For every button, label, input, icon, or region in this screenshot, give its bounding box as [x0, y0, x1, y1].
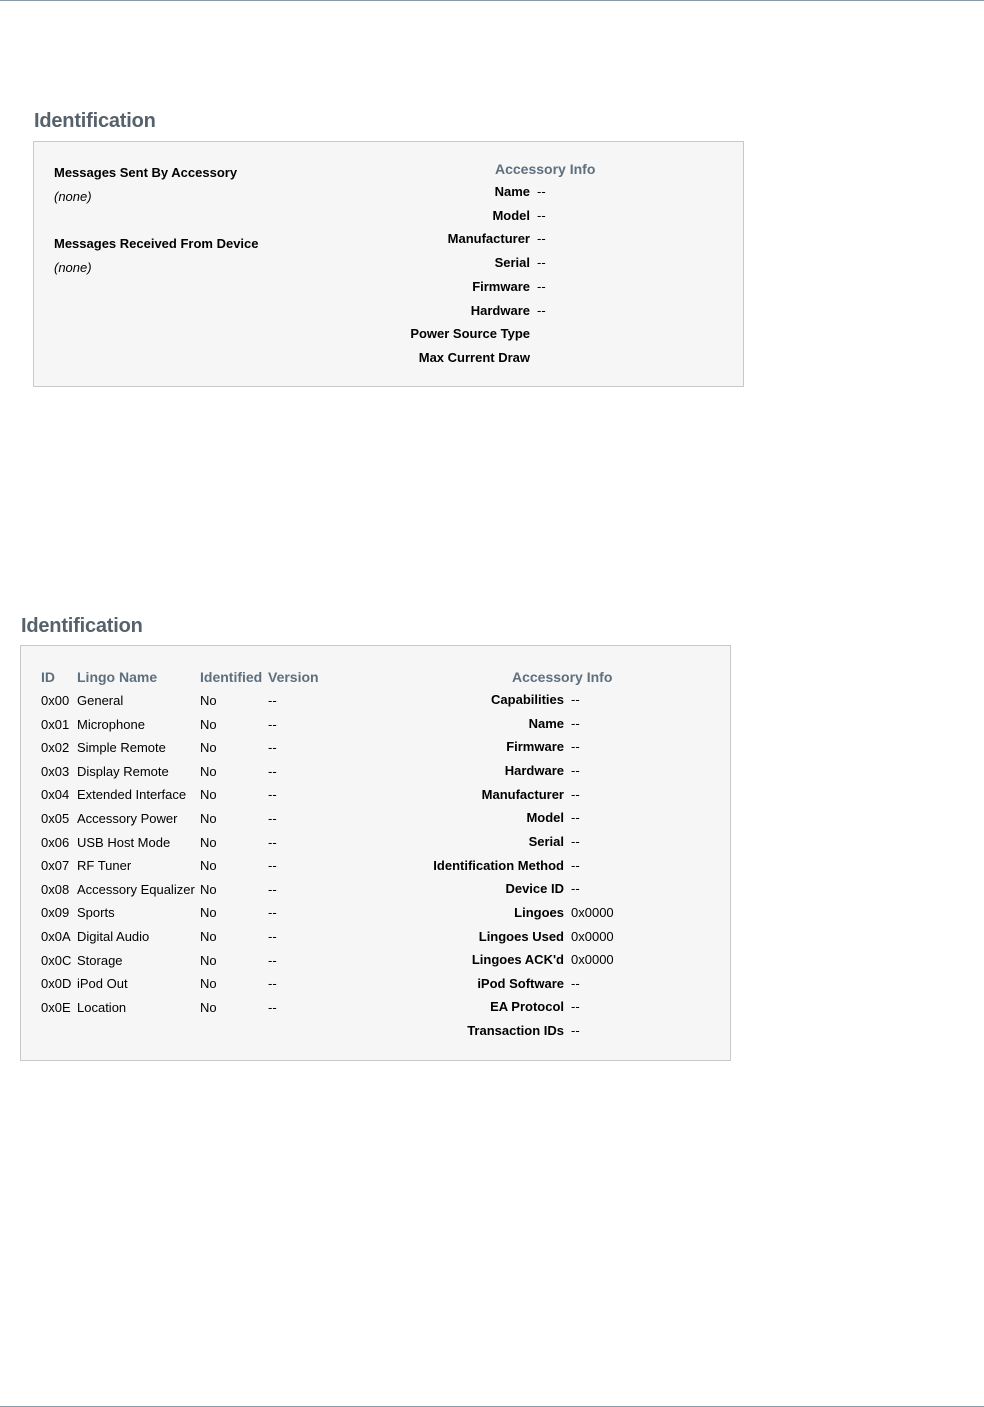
info-label: Power Source Type: [410, 326, 530, 342]
lingo-version: --: [268, 716, 277, 732]
info-label: Firmware: [472, 278, 530, 294]
column-header-version: Version: [268, 669, 319, 685]
column-header-identified: Identified: [200, 669, 263, 685]
messages-received-value: (none): [54, 260, 92, 275]
column-header-id: ID: [41, 669, 55, 685]
info-value: --: [537, 231, 546, 247]
lingo-name: General: [77, 693, 124, 708]
lingo-name: Sports: [77, 905, 115, 921]
info-value: --: [571, 762, 580, 778]
lingo-name: Microphone: [77, 716, 145, 732]
lingo-name: USB Host Mode: [77, 834, 171, 850]
column-header-lingo-name: Lingo Name: [77, 669, 158, 685]
identification-panel: [33, 141, 744, 387]
messages-received-label: Messages Received From Device: [54, 236, 259, 251]
lingo-name: iPod Out: [77, 976, 128, 992]
lingo-version: --: [268, 763, 277, 779]
info-label: Firmware: [506, 739, 564, 755]
info-label: Serial: [528, 833, 564, 849]
info-label: Hardware: [470, 302, 530, 318]
lingo-version: --: [268, 858, 277, 874]
lingo-panel: [20, 645, 731, 1061]
lingo-identified: No: [200, 905, 217, 921]
info-label: Capabilities: [491, 692, 564, 707]
info-label: Hardware: [504, 762, 564, 778]
lingo-identified: No: [200, 929, 217, 944]
info-value: 0x0000: [571, 928, 614, 944]
info-value: --: [571, 715, 580, 731]
lingo-id: 0x0C: [41, 952, 72, 968]
lingo-version: --: [268, 905, 277, 921]
lingo-name: Location: [77, 999, 127, 1015]
lingo-id: 0x0E: [41, 999, 71, 1015]
info-label: Device ID: [505, 881, 564, 897]
lingo-version: --: [268, 811, 277, 826]
messages-sent-value: (none): [54, 189, 92, 204]
lingo-name: RF Tuner: [77, 858, 132, 874]
lingo-id: 0x07: [41, 858, 70, 874]
info-value: --: [571, 999, 580, 1015]
lingo-identified: No: [200, 740, 217, 756]
info-label: Manufacturer: [481, 786, 564, 802]
lingo-id: 0x03: [41, 763, 70, 779]
lingo-identified: No: [200, 881, 217, 897]
info-value: 0x0000: [571, 904, 614, 920]
info-value: --: [571, 833, 580, 849]
lingo-name: Extended Interface: [77, 787, 187, 803]
info-label: Identification Method: [433, 857, 564, 873]
lingo-id: 0x0A: [41, 929, 71, 944]
info-label: Lingoes: [514, 904, 564, 920]
info-value: --: [571, 739, 580, 755]
lingo-identified: No: [200, 999, 217, 1015]
info-value: --: [537, 184, 546, 199]
lingo-version: --: [268, 834, 277, 850]
info-value: 0x0000: [571, 952, 614, 968]
lingo-id: 0x02: [41, 740, 70, 756]
info-label: iPod Software: [477, 975, 564, 991]
info-value: --: [571, 786, 580, 802]
lingo-id: 0x00: [41, 693, 70, 708]
lingo-version: --: [268, 929, 277, 944]
accessory-info-heading: Accessory Info: [495, 161, 596, 177]
info-value: --: [537, 255, 546, 271]
info-value: --: [537, 302, 546, 318]
info-value: --: [571, 692, 580, 707]
lingo-name: Display Remote: [77, 763, 169, 779]
lingo-id: 0x08: [41, 881, 70, 897]
info-value: --: [571, 810, 580, 826]
info-value: --: [571, 975, 580, 991]
info-value: --: [571, 1023, 580, 1039]
lingo-identified: No: [200, 858, 217, 874]
lingo-identified: No: [200, 787, 217, 803]
lingo-version: --: [268, 787, 277, 803]
info-label: Model: [492, 207, 530, 223]
info-label: Lingoes Used: [478, 928, 564, 944]
lingo-id: 0x01: [41, 716, 70, 732]
info-value: --: [537, 278, 546, 294]
lingo-name: Storage: [77, 952, 123, 968]
lingo-version: --: [268, 976, 277, 992]
info-label: Name: [528, 715, 564, 731]
info-label: Name: [494, 184, 530, 199]
lingo-identified: No: [200, 811, 217, 826]
lingo-identified: No: [200, 716, 217, 732]
lingo-version: --: [268, 881, 277, 897]
lingo-identified: No: [200, 763, 217, 779]
lingo-name: Accessory Equalizer: [77, 881, 195, 897]
section-title: Identification: [21, 615, 143, 637]
page-top-rule: [0, 0, 984, 1]
lingo-id: 0x05: [41, 811, 70, 826]
lingo-name: Accessory Power: [77, 811, 178, 826]
lingo-id: 0x04: [41, 787, 70, 803]
lingo-version: --: [268, 740, 277, 756]
lingo-version: --: [268, 952, 277, 968]
lingo-name: Digital Audio: [77, 929, 150, 944]
section-title: Identification: [34, 110, 156, 132]
lingo-id: 0x0D: [41, 976, 72, 992]
lingo-identified: No: [200, 693, 217, 708]
info-value: --: [537, 207, 546, 223]
lingo-id: 0x09: [41, 905, 70, 921]
lingo-name: Simple Remote: [77, 740, 166, 756]
lingo-version: --: [268, 693, 277, 708]
messages-sent-label: Messages Sent By Accessory: [54, 165, 238, 180]
lingo-version: --: [268, 999, 277, 1015]
lingo-identified: No: [200, 834, 217, 850]
info-label: Lingoes ACK'd: [471, 952, 564, 968]
info-label: Model: [526, 810, 564, 826]
info-label: Manufacturer: [447, 231, 530, 247]
info-label: EA Protocol: [490, 999, 564, 1015]
info-label: Max Current Draw: [418, 349, 530, 365]
info-label: Serial: [494, 255, 530, 271]
info-value: --: [571, 857, 580, 873]
info-label: Transaction IDs: [467, 1023, 564, 1039]
lingo-identified: No: [200, 976, 217, 992]
accessory-info-heading: Accessory Info: [512, 669, 613, 685]
lingo-id: 0x06: [41, 834, 70, 850]
info-value: --: [571, 881, 580, 897]
lingo-identified: No: [200, 952, 217, 968]
